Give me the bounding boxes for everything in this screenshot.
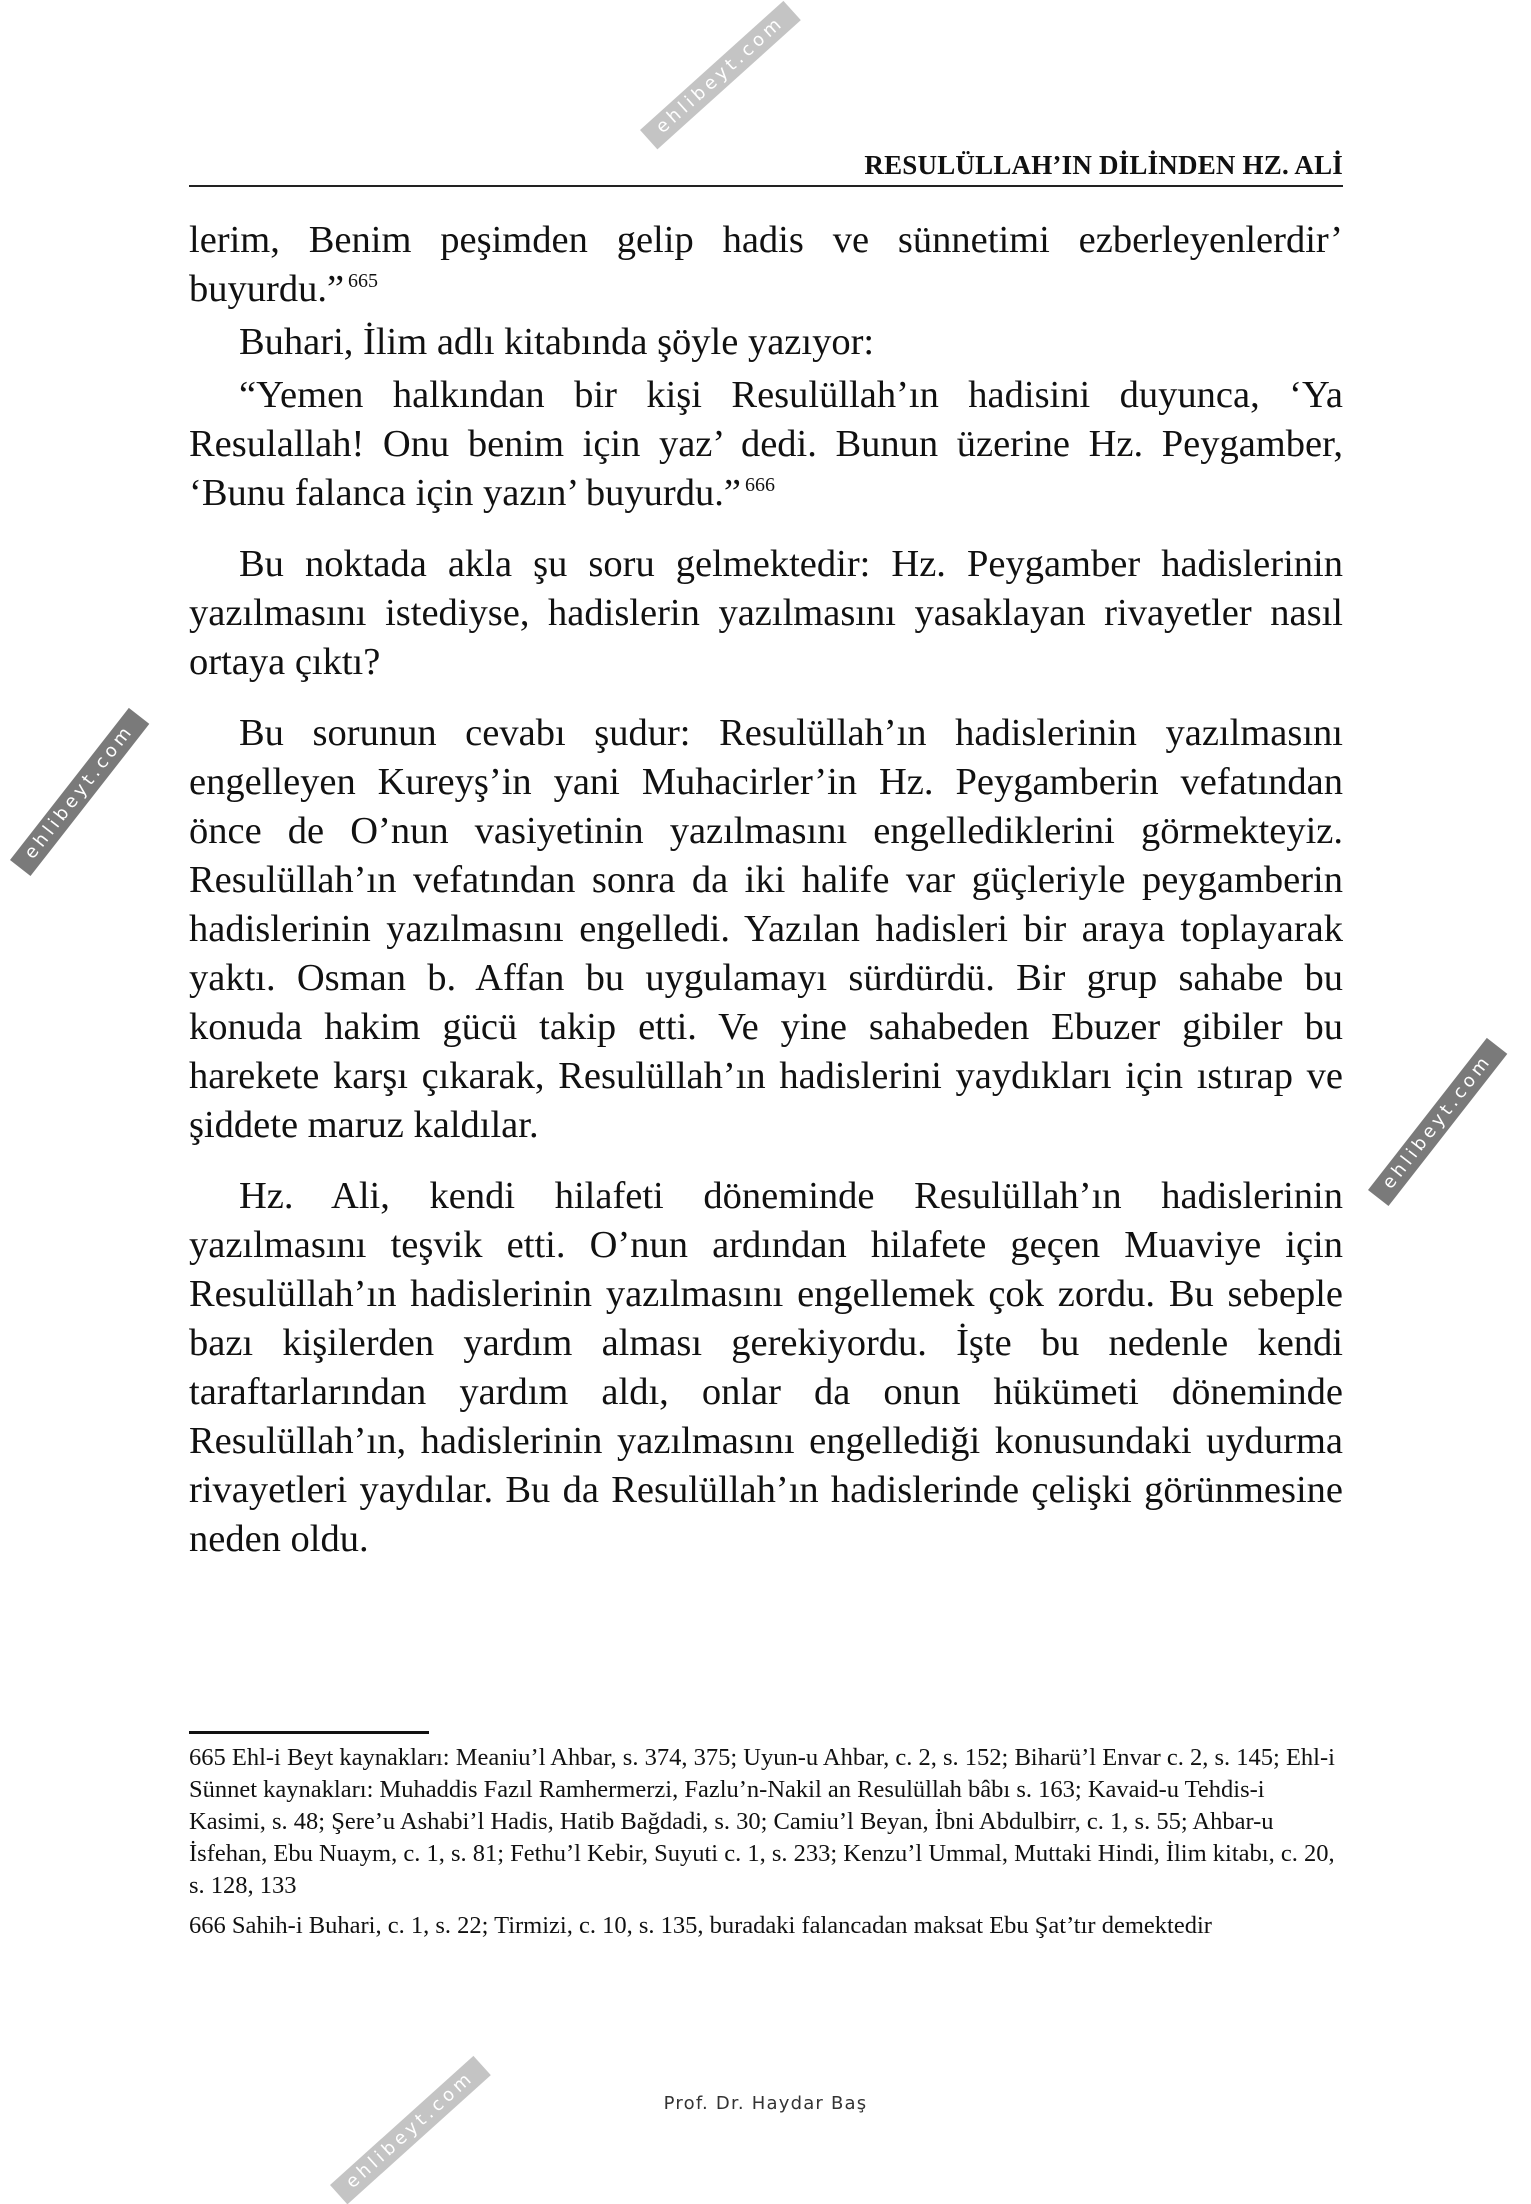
footnote-number: 665 <box>189 1744 226 1771</box>
footnote-number: 666 <box>189 1912 226 1939</box>
watermark-text: ehlibeyt.com <box>1368 1038 1507 1206</box>
paragraph <box>189 371 1343 518</box>
watermark-text: ehlibeyt.com <box>330 2056 491 2204</box>
watermark <box>640 1 801 149</box>
page-footer-author: Prof. Dr. Haydar Baş <box>663 2093 868 2114</box>
footnote-ref[interactable]: 665 <box>348 270 379 293</box>
footnote <box>189 1910 1343 1942</box>
footnote-rule <box>189 1731 429 1734</box>
watermark <box>330 2056 491 2204</box>
paragraph-text: lerim, Benim peşimden gelip hadis ve sünnetimi ezberleyenlerdir’ buyurdu.” <box>189 219 1343 310</box>
paragraph <box>189 216 1343 314</box>
body-text <box>189 216 1343 1564</box>
paragraph: Hz. Ali, kendi hilafeti döneminde Resulüllah’ın hadislerinin yazılmasını teşvik etti. O’nun ardından hilafete geçen Muaviye için Resulüllah’ın hadislerinin yazılmasını engellemek çok zordu. Bu sebeple bazı kişilerden yardım alması gerekiyordu. İşte bu nedenle kendi taraftarlarından yardım aldı, onlar da onun hükümeti döneminde Resulüllah’ın, hadislerinin yazılmasını engellediği konusundaki uydurma rivayetleri yaydılar. Bu da Resulüllah’ın hadislerinde çelişki görünmesine neden oldu. <box>189 1175 1343 1560</box>
paragraph: Bu noktada akla şu soru gelmektedir: Hz. Peygamber hadislerinin yazılmasını istediyse, hadislerin yazılmasını yasaklayan rivayetler nasıl ortaya çıktı? <box>189 543 1343 683</box>
footnote-text: Ehl-i Beyt kaynakları: Meaniu’l Ahbar, s. 374, 375; Uyun-u Ahbar, c. 2, s. 152; Biharü’l Envar c. 2, s. 145; Ehl-i Sünnet kaynakları: Muhaddis Fazıl Ramhermerzi, Fazlu’n-Nakil an Resulüllah bâbı s. 163; Kavaid-u Tehdis-i Kasimi, s. 48; Şere’u Ashabi’l Hadis, Hatib Bağdadi, s. 30; Camiu’l Beyan, İbni Abdulbirr, c. 1, s. 55; Ahbar-u İsfehan, Ebu Nuaym, c. 1, s. 81; Fethu’l Kebir, Suyuti c. 1, s. 233; Kenzu’l Ummal, Muttaki Hindi, İlim kitabı, c. 20, s. 128, 133 <box>189 1744 1335 1899</box>
paragraph: Bu sorunun cevabı şudur: Resulüllah’ın hadislerinin yazılmasını engelleyen Kureyş’in yani Muhacirler’in Hz. Peygamberin vefatından önce de O’nun vasiyetinin yazılmasını engellediklerini görmekteyiz. Resulüllah’ın vefatından sonra da iki halife var güçleriyle peygamberin hadislerinin yazılmasını engelledi. Yazılan hadisleri bir araya toplayarak yaktı. Osman b. Affan bu uygulamayı sürdürdü. Bir grup sahabe bu konuda hakim gücü takip etti. Ve yine sahabeden Ebuzer gibiler bu harekete karşı çıkarak, Resulüllah’ın hadislerini yaydıkları için ıstırap ve şiddete maruz kaldılar. <box>189 712 1343 1146</box>
footnote-ref[interactable]: 666 <box>744 474 775 497</box>
header-rule <box>189 185 1343 187</box>
watermark <box>1368 1038 1507 1206</box>
footnote <box>189 1742 1343 1902</box>
footnotes <box>189 1742 1343 1950</box>
paragraph: Buhari, İlim adlı kitabında şöyle yazıyor: <box>239 321 875 363</box>
watermark <box>10 708 149 876</box>
watermark-text: ehlibeyt.com <box>640 1 801 149</box>
footnote-text: Sahih-i Buhari, c. 1, s. 22; Tirmizi, c. 10, s. 135, buradaki falancadan maksat Ebu Şat’tır demektedir <box>231 1912 1212 1939</box>
watermark-text: ehlibeyt.com <box>10 708 149 876</box>
running-header: RESULÜLLAH’IN DİLİNDEN HZ. ALİ <box>864 150 1343 180</box>
paragraph-text: “Yemen halkından bir kişi Resulüllah’ın hadisini duyunca, ‘Ya Resulallah! Onu benim için yaz’ dedi. Bunun üzerine Hz. Peygamber, ‘Bunu falanca için yazın’ buyurdu.” <box>189 374 1343 514</box>
